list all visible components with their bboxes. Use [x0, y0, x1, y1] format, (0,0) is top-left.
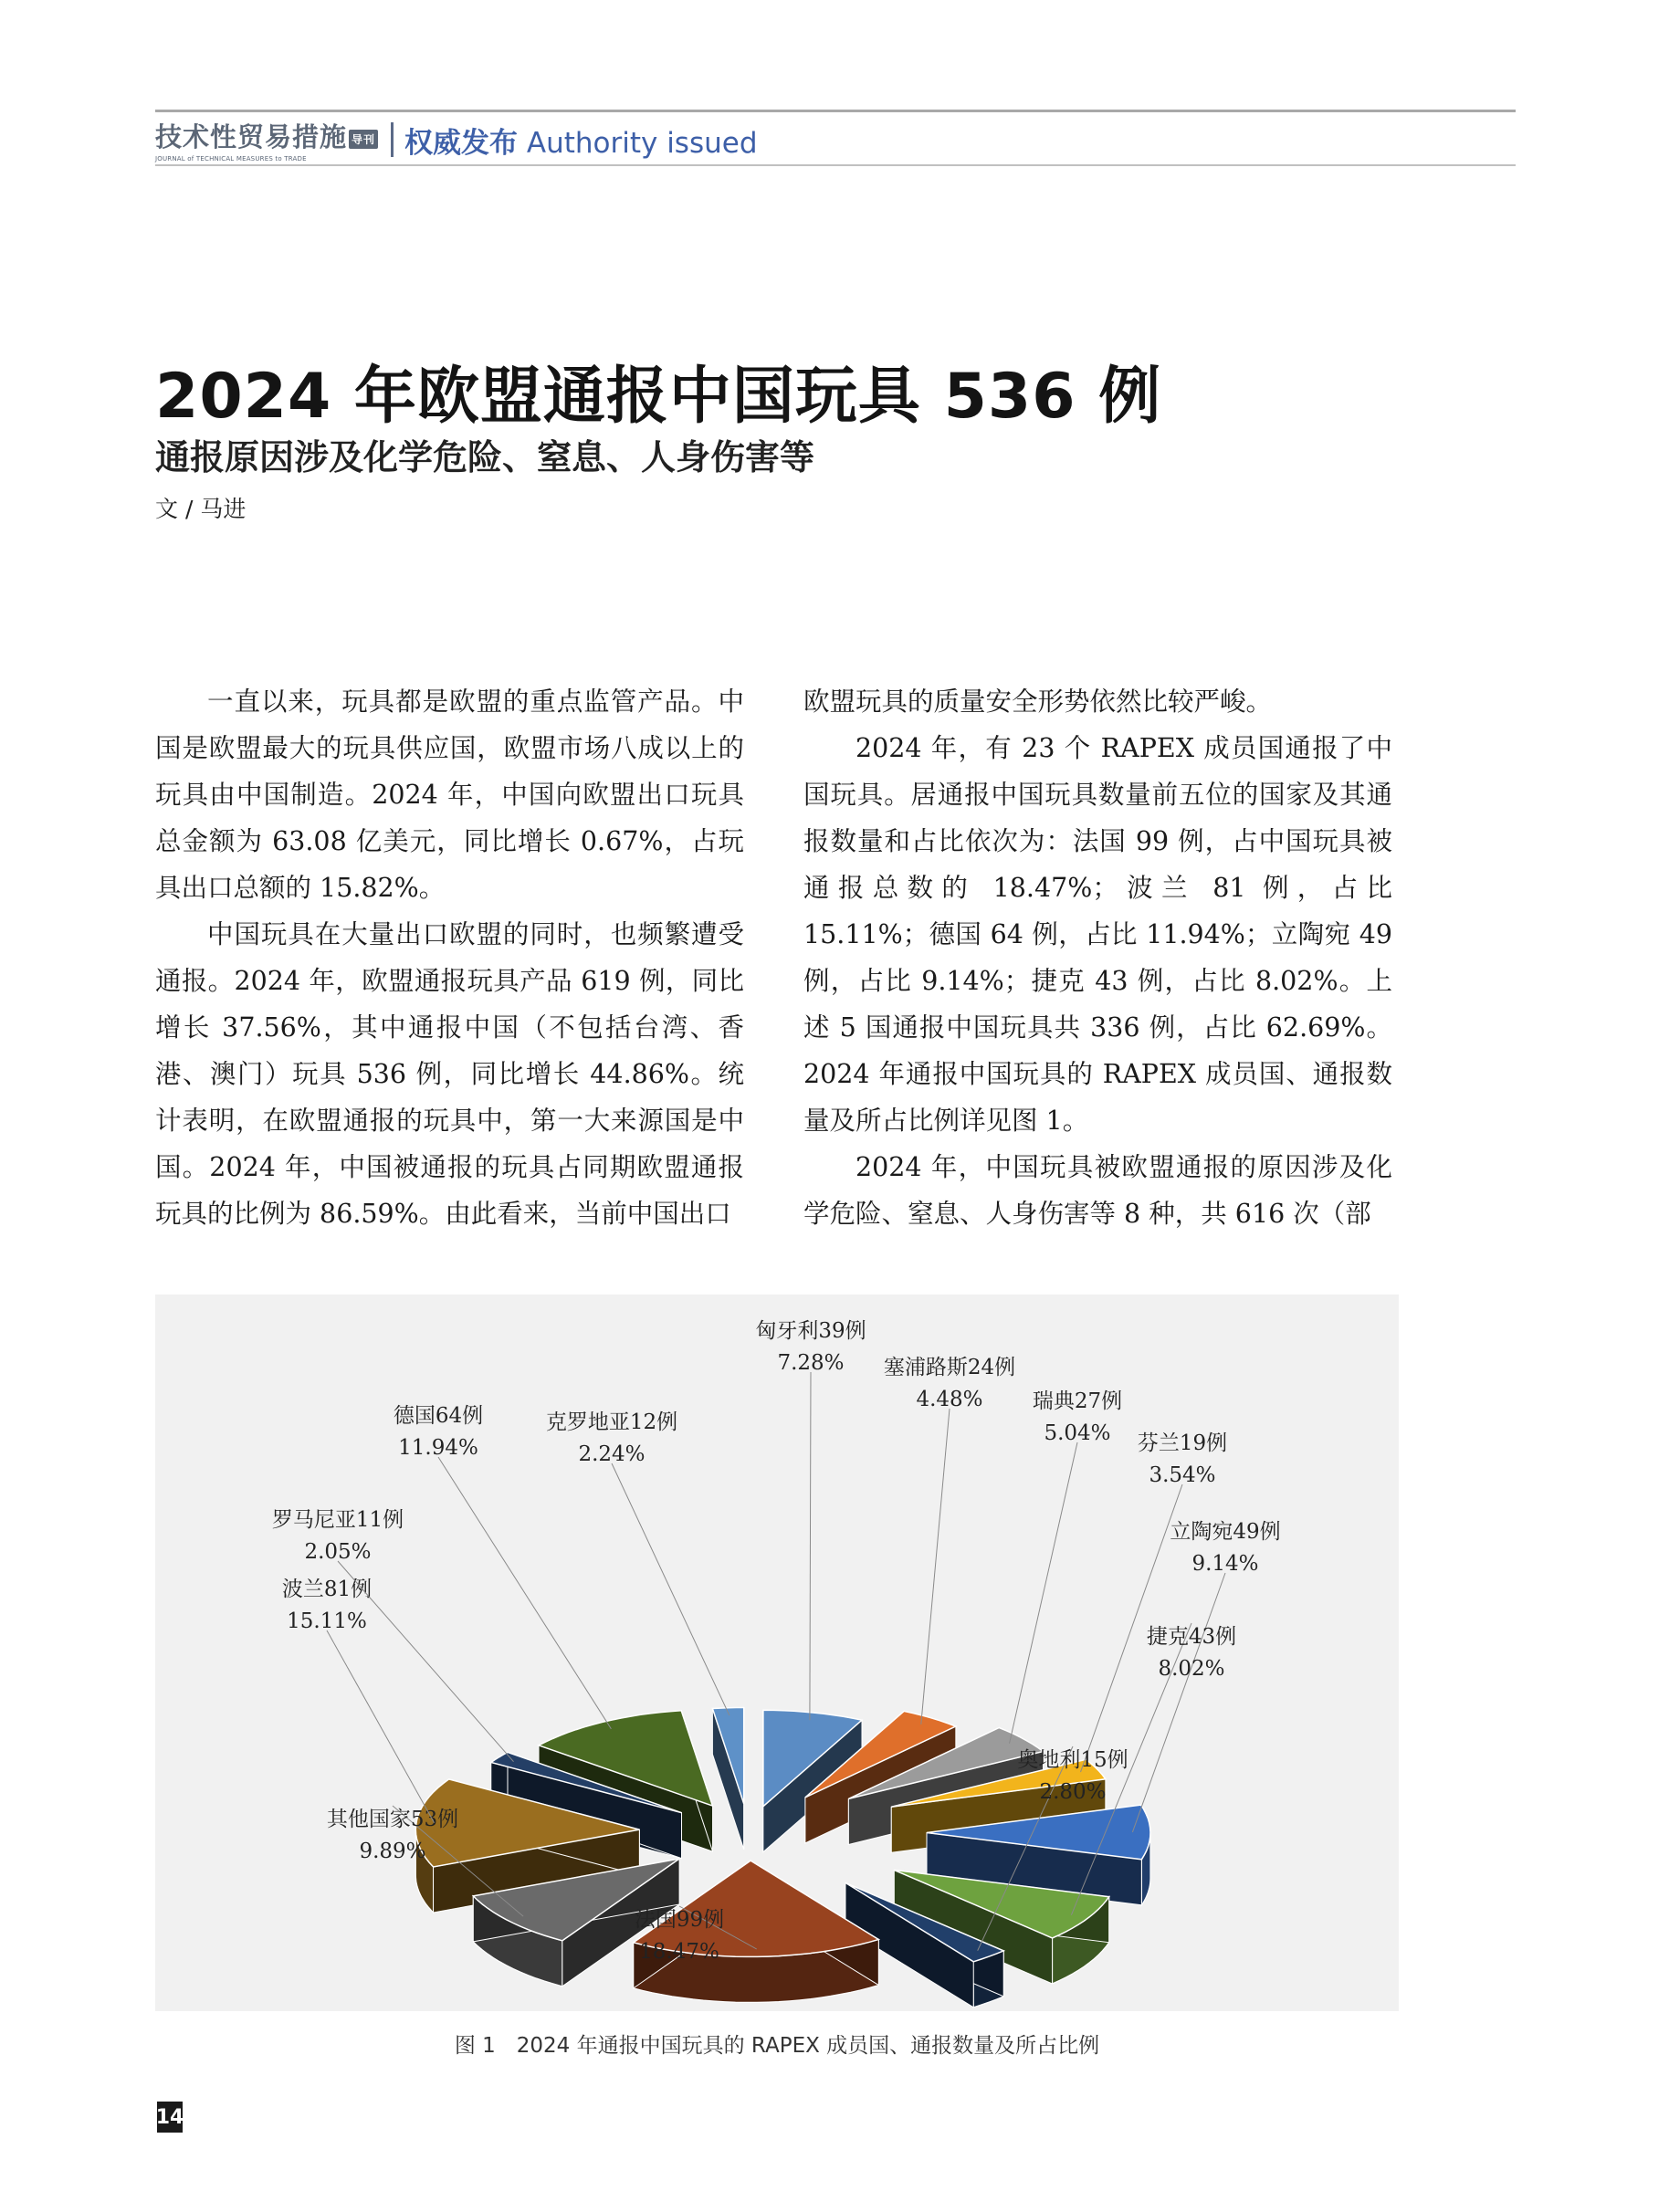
- slice-label: 奥地利15例: [1017, 1748, 1128, 1772]
- slice-label: 匈牙利39例: [755, 1319, 866, 1343]
- paragraph: 2024 年，有 23 个 RAPEX 成员国通报了中国玩具。居通报中国玩具数量前五位的国家及其通报数量和占比依次为：法国 99 例，占中国玩具被通报总数的 18.47%；波兰 81 例，占比 15.11%；德国 64 例，占比 11.94%；立陶宛 49 例，占比 9.14%；捷克 43 例，占比 8.02%。上述 5 国通报中国玩具共 336 例，占比 62.69%。2024 年通报中国玩具的 RAPEX 成员国、通报数量及所占比例详见图 1。: [803, 733, 1392, 1136]
- slice-percent: 4.48%: [916, 1388, 983, 1411]
- slice-label: 瑞典27例: [1032, 1389, 1123, 1413]
- paragraph: 一直以来，玩具都是欧盟的重点监管产品。中国是欧盟最大的玩具供应国，欧盟市场八成以上的玩具由中国制造。2024 年，中国向欧盟出口玩具总金额为 63.08 亿美元，同比增长 0.67%，占玩具出口总额的 15.82%。: [155, 687, 744, 903]
- leader-line: [327, 1630, 435, 1823]
- slice-percent: 2.05%: [304, 1540, 372, 1564]
- pie-slice: [712, 1707, 743, 1849]
- header-top-rule: [155, 110, 1516, 112]
- leader-line: [612, 1463, 730, 1715]
- figure-pie-chart: [155, 1295, 1399, 2011]
- slice-percent: 11.94%: [398, 1436, 478, 1460]
- slice-label: 立陶宛49例: [1170, 1520, 1281, 1544]
- paragraph: 中国玩具在大量出口欧盟的同时，也频繁遭受通报。2024 年，欧盟通报玩具产品 619 例，同比增长 37.56%，其中通报中国（不包括台湾、香港、澳门）玩具 536 例，同比增长 44.86%。统计表明，在欧盟通报的玩具中，第一大来源国是中国。2024 年，中国被通报的玩具占同期欧盟通报玩具的比例为 86.59%。由此看来，当前中国出口: [155, 919, 744, 1229]
- leader-line: [1132, 1573, 1225, 1832]
- slice-label: 其他国家53例: [326, 1808, 459, 1831]
- page-number: 14: [157, 2102, 183, 2133]
- pie-chart: [155, 1295, 1399, 2011]
- journal-logo: [155, 117, 374, 162]
- section-label-cn: 权威发布: [404, 126, 518, 160]
- slice-percent: 9.14%: [1191, 1552, 1259, 1576]
- article-author: 文 / 马进: [155, 496, 247, 522]
- section-label: [404, 120, 758, 161]
- slice-label: 波兰81例: [281, 1578, 373, 1601]
- header-bottom-rule: [155, 164, 1516, 166]
- slice-percent: 2.80%: [1039, 1780, 1107, 1804]
- body-column-left: [155, 678, 744, 1237]
- figure-caption: 图 1 2024 年通报中国玩具的 RAPEX 成员国、通报数量及所占比例: [454, 2034, 1100, 2058]
- article-title: 2024 年欧盟通报中国玩具 536 例: [155, 361, 1162, 433]
- body-column-right: [803, 678, 1392, 1237]
- slice-label: 捷克43例: [1146, 1625, 1237, 1649]
- slice-label: 罗马尼亚11例: [271, 1508, 404, 1532]
- leader-line: [338, 1561, 514, 1762]
- header-separator: [391, 122, 394, 157]
- slice-percent: 7.28%: [777, 1351, 845, 1375]
- running-header: [155, 117, 758, 162]
- slice-percent: 5.04%: [1044, 1421, 1111, 1445]
- leader-line: [810, 1372, 811, 1720]
- journal-english-name: JOURNAL of TECHNICAL MEASURES to TRADE: [155, 155, 307, 162]
- slice-percent: 3.54%: [1149, 1463, 1216, 1487]
- leader-line: [921, 1409, 950, 1725]
- slice-label: 法国99例: [634, 1908, 725, 1932]
- slice-percent: 9.89%: [359, 1840, 426, 1863]
- paragraph: 2024 年，中国玩具被欧盟通报的原因涉及化学危险、窒息、人身伤害等 8 种，共 616 次（部: [803, 1152, 1392, 1229]
- leader-line: [438, 1457, 611, 1729]
- journal-badge: 导刊: [349, 130, 378, 149]
- slice-label: 塞浦路斯24例: [883, 1356, 1016, 1379]
- slice-label: 芬兰19例: [1137, 1431, 1228, 1455]
- leader-line: [1010, 1442, 1078, 1744]
- journal-name: 技术性贸易措施: [155, 121, 348, 152]
- slice-label: 克罗地亚12例: [545, 1410, 678, 1434]
- slice-percent: 2.24%: [578, 1442, 646, 1466]
- slice-percent: 8.02%: [1158, 1657, 1225, 1681]
- article-subtitle: 通报原因涉及化学危险、窒息、人身伤害等: [155, 437, 815, 477]
- slice-percent: 15.11%: [287, 1609, 367, 1633]
- slice-percent: 18.47%: [639, 1940, 719, 1964]
- slice-label: 德国64例: [393, 1404, 484, 1428]
- section-label-en: Authority issued: [526, 126, 758, 160]
- paragraph-continuation: 欧盟玩具的质量安全形势依然比较严峻。: [803, 687, 1273, 717]
